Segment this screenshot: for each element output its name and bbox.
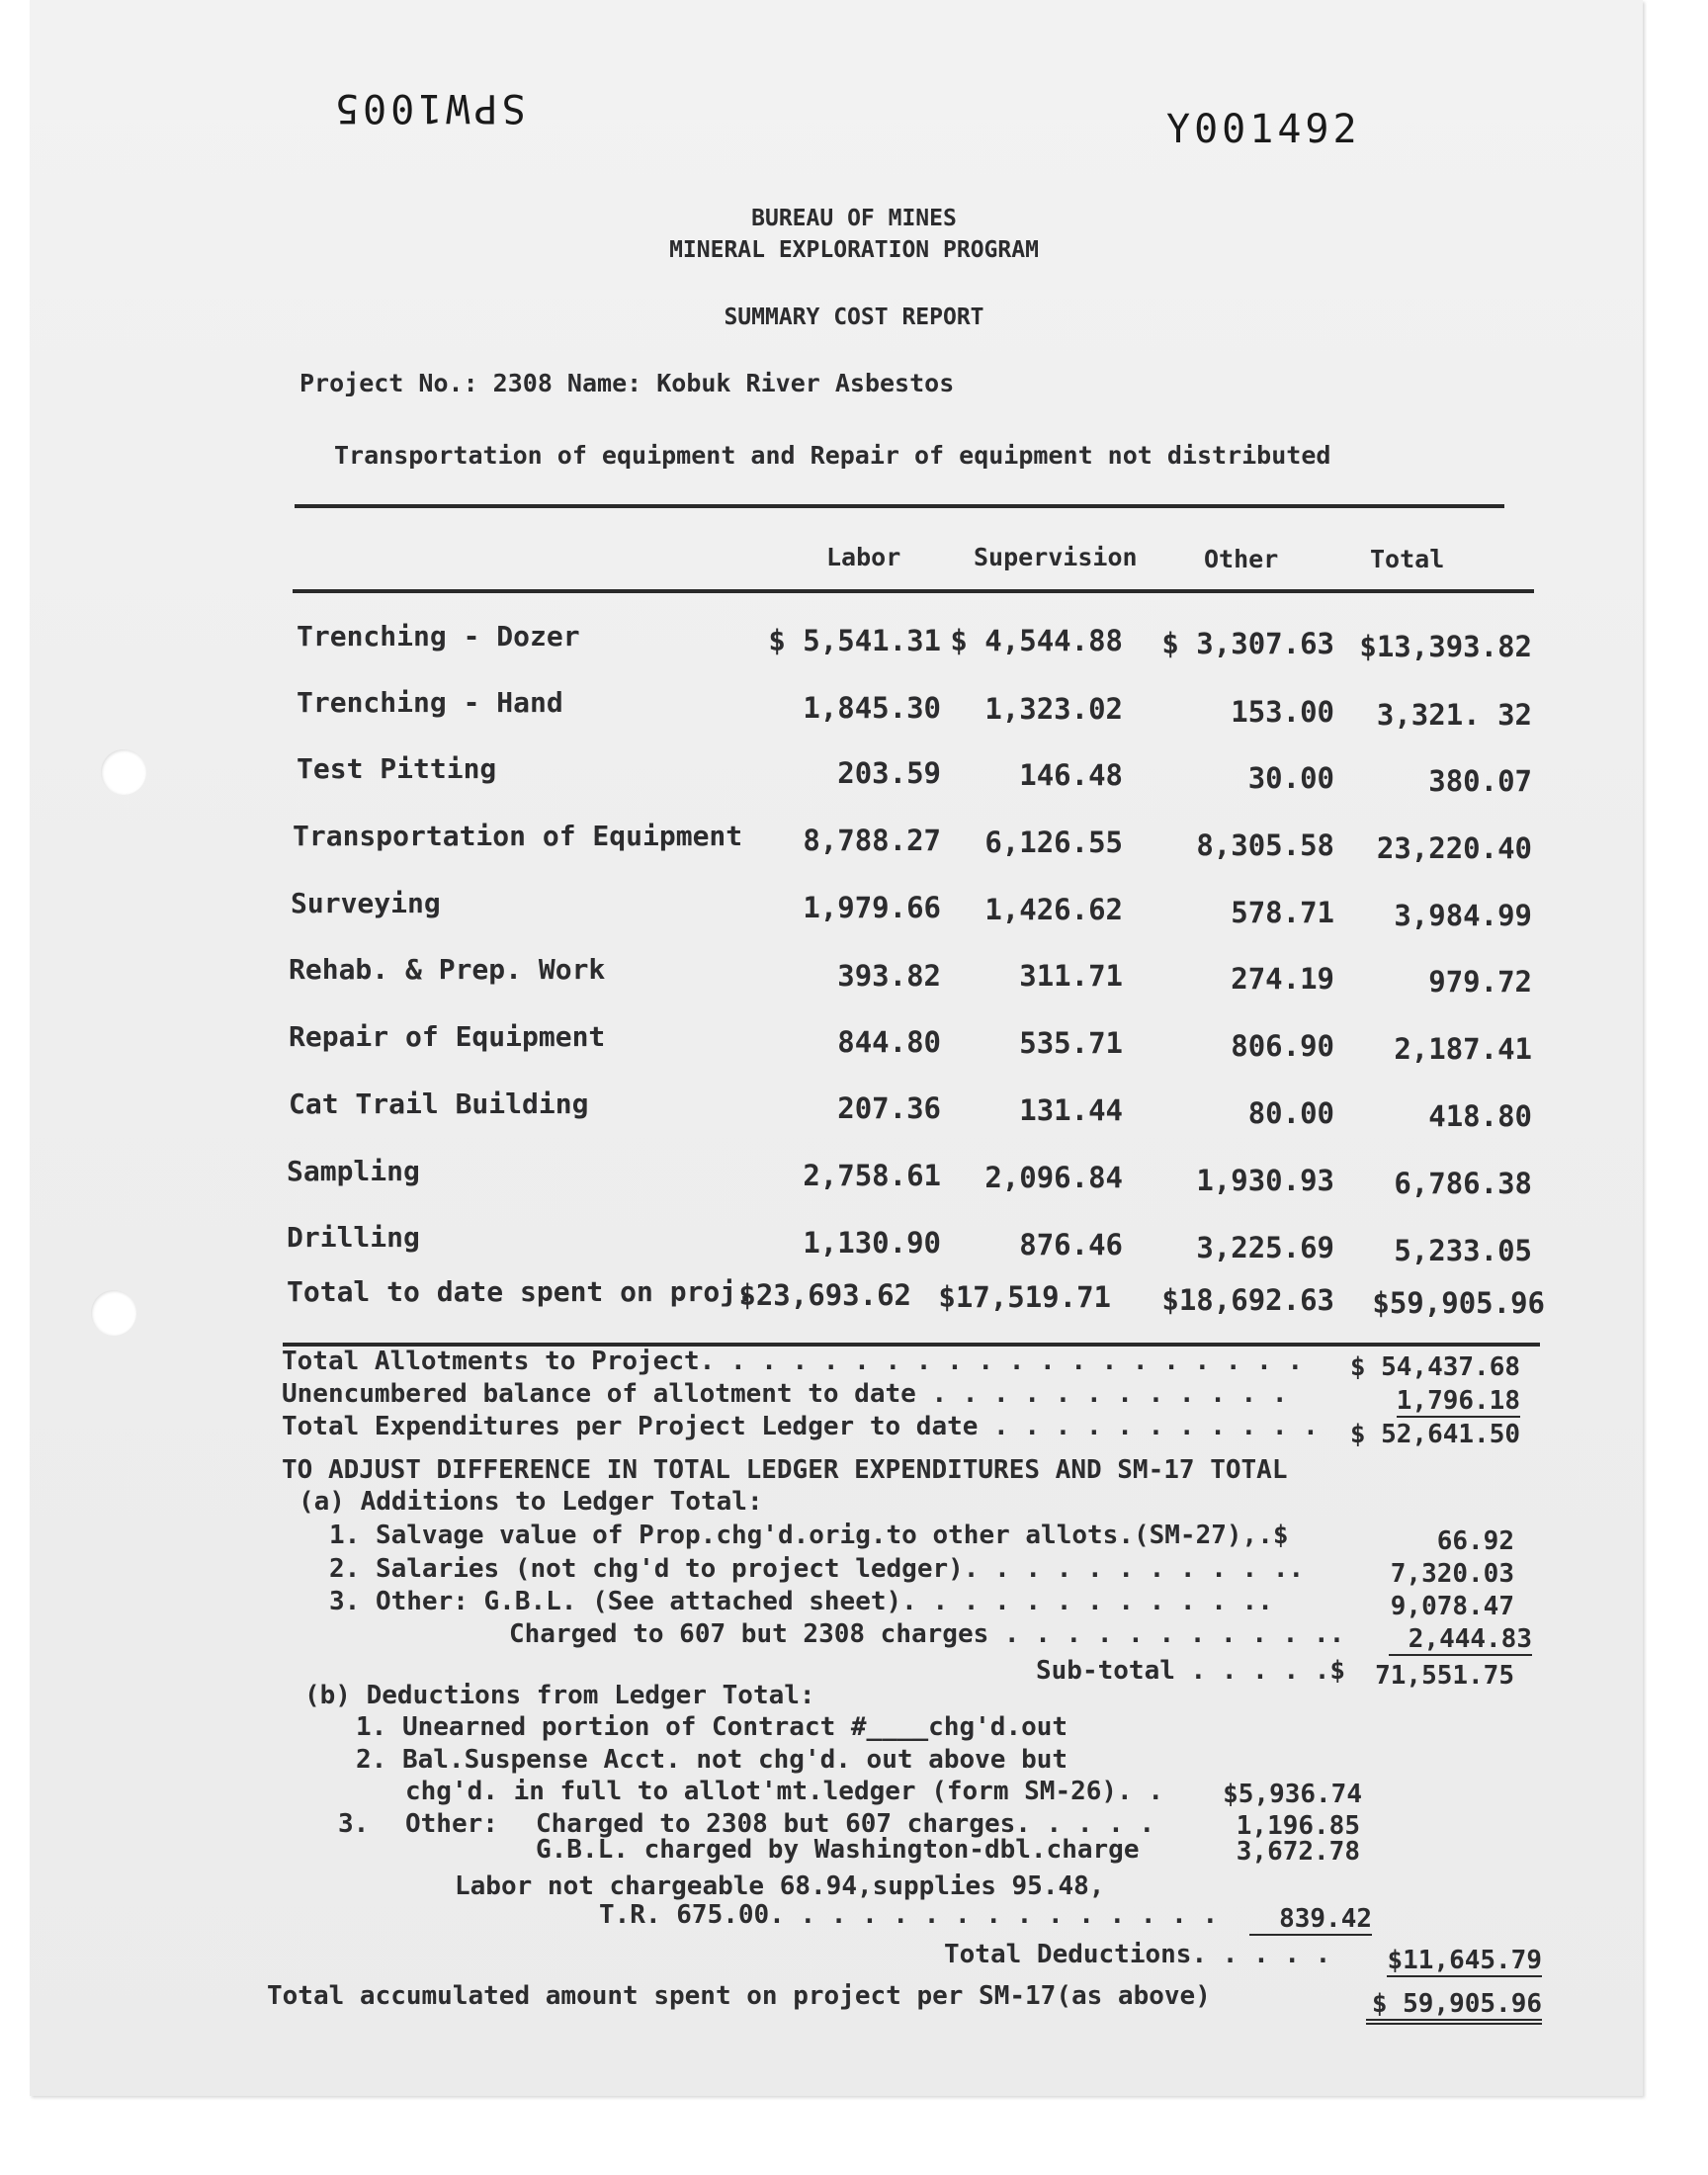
deduction-2-value: $5,936.74 (1223, 1780, 1362, 1809)
program-heading: MINERAL EXPLORATION PROGRAM (669, 237, 1039, 263)
row-label: Trenching - Hand (297, 686, 563, 719)
deduction-2-label-cont: chg'd. in full to allot'mt.ledger (form SM-26). . (405, 1777, 1164, 1806)
row-label: Cat Trail Building (289, 1088, 589, 1120)
cell-other: 578.71 (1231, 896, 1334, 929)
expenditures-label: Total Expenditures per Project Ledger to date . . . . . . . . . . . (282, 1412, 1319, 1441)
cell-other: 806.90 (1231, 1029, 1334, 1063)
cell-supervision: 146.48 (1019, 758, 1123, 792)
cell-total: 418.80 (1428, 1099, 1532, 1133)
cell-other: 30.00 (1247, 761, 1334, 795)
cell-total: 2,187.41 (1394, 1032, 1532, 1066)
report-note: Transportation of equipment and Repair of equipment not distributed (334, 441, 1331, 470)
addition-3-label: 3. Other: G.B.L. (See attached sheet). . . . . . . . . . . .. (329, 1587, 1273, 1616)
cell-supervision: 131.44 (1019, 1093, 1123, 1127)
cell-supervision: 311.71 (1019, 959, 1123, 993)
cell-supervision: 876.46 (1019, 1228, 1123, 1262)
column-rule (293, 589, 1534, 593)
accumulated-label: Total accumulated amount spent on project per SM-17(as above) (267, 1981, 1211, 2011)
deduction-3a-value: 1,196.85 (1236, 1811, 1360, 1841)
addition-1-label: 1. Salvage value of Prop.chg'd.orig.to other allots.(SM-27),.$ (329, 1521, 1289, 1550)
deduction-3c-label: Labor not chargeable 68.94,supplies 95.48, (455, 1871, 1105, 1901)
cell-other: $ 3,307.63 (1161, 627, 1334, 660)
addition-3-value: 9,078.47 (1390, 1592, 1514, 1621)
col-labor: Labor (826, 543, 901, 571)
cell-labor: 393.82 (837, 959, 941, 993)
addition-2-value: 7,320.03 (1390, 1559, 1514, 1589)
cell-other: 80.00 (1247, 1096, 1334, 1130)
col-total: Total (1370, 545, 1445, 573)
stamp-right: Y001492 (1166, 107, 1361, 152)
cell-total: 6,786.38 (1394, 1167, 1532, 1200)
cell-labor: 2,758.61 (803, 1159, 941, 1192)
header-rule (295, 504, 1504, 508)
deduction-1-label: 1. Unearned portion of Contract #____chg'd.out (356, 1712, 1068, 1742)
binder-hole-bottom (91, 1290, 136, 1336)
addition-2-label: 2. Salaries (not chg'd to project ledger). . . . . . . . . . .. (329, 1554, 1305, 1584)
cell-supervision: 2,096.84 (984, 1161, 1123, 1194)
total-deductions-label: Total Deductions. . . . . (944, 1940, 1331, 1969)
project-line: Project No.: 2308 Name: Kobuk River Asbestos (299, 369, 955, 397)
cell-total: 23,220.40 (1376, 831, 1532, 865)
row-label: Rehab. & Prep. Work (289, 953, 606, 986)
cell-total: 5,233.05 (1394, 1234, 1532, 1267)
cell-supervision: 6,126.55 (984, 826, 1123, 859)
cell-total: 3,321. 32 (1376, 698, 1532, 732)
row-label: Transportation of Equipment (293, 820, 743, 852)
deductions-heading: (b) Deductions from Ledger Total: (304, 1681, 815, 1710)
cell-labor: 1,979.66 (803, 891, 941, 924)
cell-supervision: 1,323.02 (984, 692, 1123, 726)
cell-labor: 844.80 (837, 1025, 941, 1059)
col-supervision: Supervision (974, 543, 1138, 571)
unencumbered-label: Unencumbered balance of allotment to date . . . . . . . . . . . . (282, 1379, 1288, 1409)
cell-other: 274.19 (1231, 962, 1334, 996)
col-other: Other (1204, 545, 1279, 573)
cell-total: 3,984.99 (1394, 899, 1532, 932)
accumulated-value: $ 59,905.96 (1366, 1989, 1542, 2025)
cell-other: 1,930.93 (1196, 1164, 1334, 1197)
total-deductions-value: $11,645.79 (1387, 1946, 1542, 1975)
total-row-label: Total to date spent on proj. (287, 1275, 754, 1308)
cell-supervision: 535.71 (1019, 1026, 1123, 1060)
unencumbered-value: 1,796.18 (1396, 1386, 1520, 1416)
deduction-3b-label: G.B.L. charged by Washington-dbl.charge (536, 1835, 1140, 1865)
total-supervision: $17,519.71 (938, 1280, 1111, 1314)
cell-other: 153.00 (1231, 695, 1334, 729)
cell-other: 3,225.69 (1196, 1231, 1334, 1264)
total-labor: $23,693.62 (738, 1278, 911, 1312)
adjust-heading: TO ADJUST DIFFERENCE IN TOTAL LEDGER EXPENDITURES AND SM-17 TOTAL (282, 1455, 1288, 1485)
deduction-3a-label: Charged to 2308 but 607 charges. . . . . (536, 1809, 1155, 1839)
allotments-label: Total Allotments to Project. . . . . . . . . . . . . . . . . . . . (282, 1347, 1304, 1376)
cell-supervision: $ 4,544.88 (950, 624, 1123, 657)
subtotal-value: 71,551.75 (1375, 1661, 1514, 1691)
total-total: $59,905.96 (1372, 1286, 1545, 1320)
expenditures-value: $ 52,641.50 (1349, 1420, 1520, 1449)
cell-other: 8,305.58 (1196, 828, 1334, 862)
cell-labor: $ 5,541.31 (768, 624, 941, 657)
addition-3b-label: Charged to 607 but 2308 charges . . . . . . . . . . .. (509, 1619, 1345, 1649)
cell-labor: 203.59 (837, 756, 941, 790)
report-title: SUMMARY COST REPORT (724, 304, 984, 330)
addition-3b-value: 2,444.83 (1389, 1624, 1532, 1656)
binder-hole-top (101, 749, 146, 795)
stamp-left: SPW1005 (331, 85, 526, 130)
cell-labor: 8,788.27 (803, 824, 941, 857)
cell-labor: 207.36 (837, 1091, 941, 1125)
row-label: Drilling (287, 1221, 420, 1254)
row-label: Sampling (287, 1155, 420, 1187)
deduction-3c-value: 839.42 (1249, 1904, 1372, 1936)
cell-total: $13,393.82 (1359, 630, 1532, 663)
deduction-3b-value: 3,672.78 (1236, 1837, 1360, 1867)
cell-labor: 1,130.90 (803, 1226, 941, 1260)
row-label: Repair of Equipment (289, 1020, 606, 1053)
deduction-3-number: 3. (338, 1809, 370, 1839)
cell-total: 979.72 (1428, 965, 1532, 999)
row-label: Surveying (291, 887, 441, 919)
cell-supervision: 1,426.62 (984, 893, 1123, 926)
row-label: Test Pitting (297, 752, 497, 785)
deduction-3-other: Other: (405, 1809, 498, 1839)
subtotal-label: Sub-total . . . . .$ (1036, 1656, 1346, 1686)
total-other: $18,692.63 (1161, 1283, 1334, 1317)
row-label: Trenching - Dozer (297, 620, 580, 652)
cell-labor: 1,845.30 (803, 691, 941, 725)
deduction-3c-label-cont: T.R. 675.00. . . . . . . . . . . . . . . (599, 1900, 1219, 1930)
deduction-2-label: 2. Bal.Suspense Acct. not chg'd. out above but (356, 1745, 1068, 1775)
additions-heading: (a) Additions to Ledger Total: (299, 1487, 763, 1517)
addition-1-value: 66.92 (1436, 1526, 1514, 1556)
allotments-value: $ 54,437.68 (1349, 1352, 1520, 1382)
agency-heading: BUREAU OF MINES (751, 206, 957, 231)
cell-total: 380.07 (1428, 764, 1532, 798)
